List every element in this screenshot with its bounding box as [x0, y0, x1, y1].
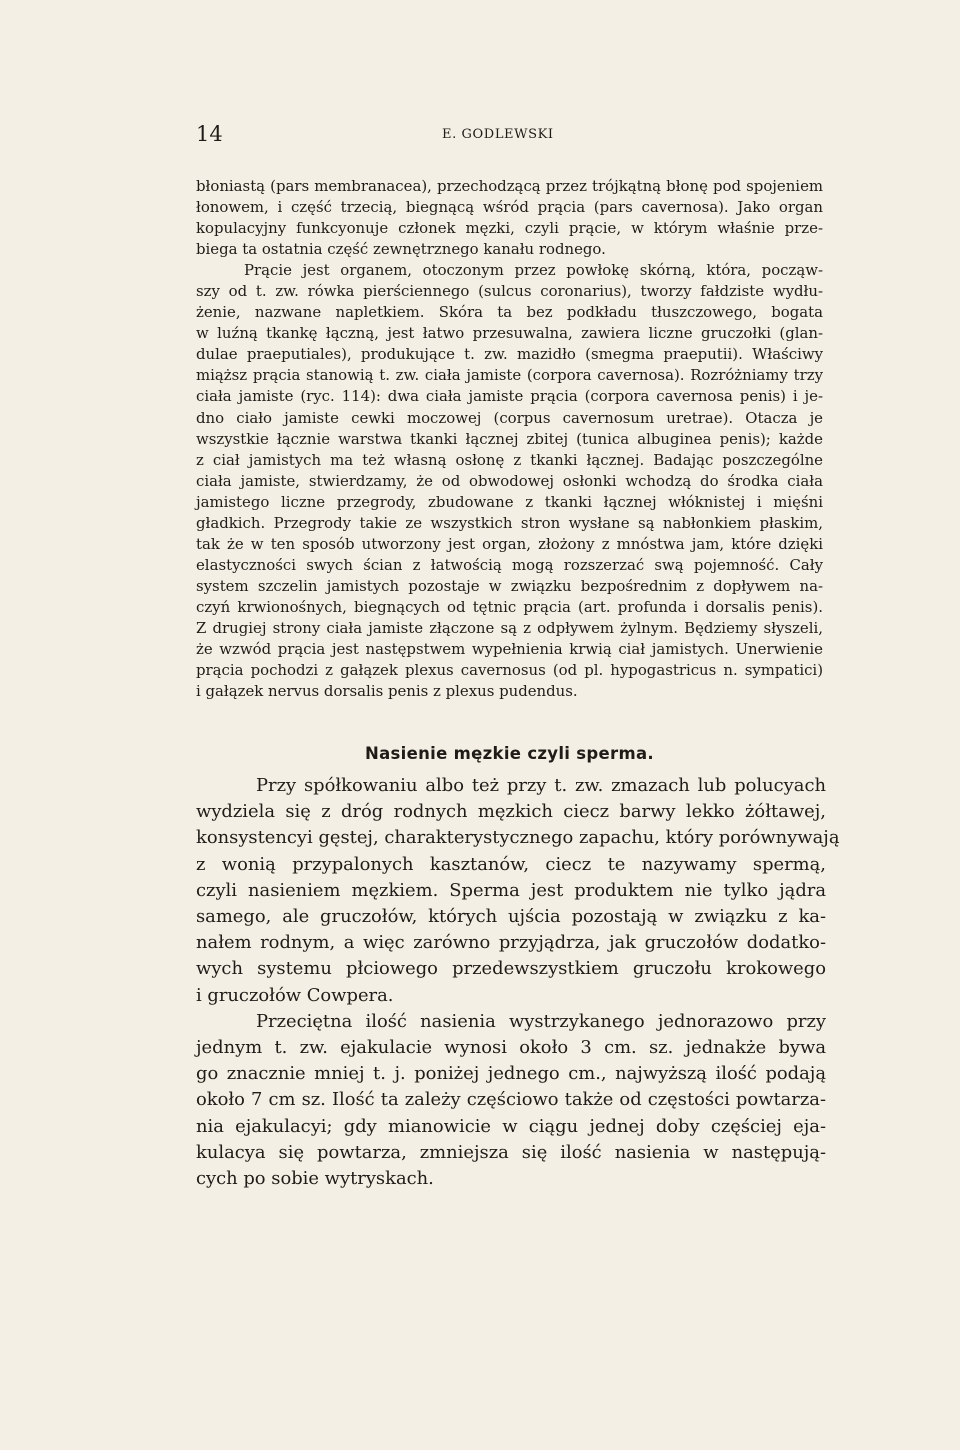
- running-head: E. GODLEWSKI: [442, 127, 554, 142]
- text-line: i gałązek nervus dorsalis penis z plexus pudendus.: [196, 682, 578, 701]
- text-line: Przeciętna ilość nasienia wystrzykanego jednorazowo przy: [256, 1010, 826, 1032]
- text-line: miąższ prącia stanowią t. zw. ciała jamiste (corpora cavernosa). Rozróżniamy trzy: [196, 366, 823, 385]
- text-line: ciała jamiste, stwierdzamy, że od obwodowej osłonki wchodzą do środka ciała: [196, 471, 823, 490]
- text-line: żenie, nazwane napletkiem. Skóra ta bez podkładu tłuszczowego, bogata: [196, 303, 823, 322]
- text-line: prącia pochodzi z gałązek plexus cavernosus (od pl. hypogastricus n. sympatici): [196, 661, 823, 680]
- text-line: łonowem, i część trzecią, biegnącą wśród prącia (pars cavernosa). Jako organ: [196, 198, 823, 217]
- page-header: [196, 122, 824, 152]
- text-line: Przy spółkowaniu albo też przy t. zw. zmazach lub polucyach: [256, 775, 826, 796]
- text-line: Z drugiej strony ciała jamiste złączone są z odpływem żylnym. Będziemy słyszeli,: [196, 618, 823, 637]
- text-line: elastyczności swych ścian z łatwością mogą rozszerzać swą pojemność. Cały: [196, 555, 823, 574]
- text-line: z ciał jamistych ma też własną osłonę z tkanki łącznej. Badając poszczególne: [196, 450, 823, 469]
- text-line: kulacya się powtarza, zmniejsza się ilość nasienia w następują-: [196, 1141, 826, 1163]
- text-line: że wzwód prącia jest następstwem wypełnienia krwią ciał jamistych. Unerwienie: [196, 640, 823, 659]
- text-line: kopulacyjny funkcyonuje członek męzki, czyli prącie, w którym właśnie prze-: [196, 219, 823, 238]
- text-line: gładkich. Przegrody takie ze wszystkich stron wysłane są nabłonkiem płaskim,: [196, 513, 823, 532]
- text-line: wydziela się z dróg rodnych męzkich ciecz barwy lekko żółtawej,: [196, 801, 826, 823]
- text-line: i gruczołów Cowpera.: [196, 984, 394, 1006]
- text-line: czyli nasieniem męzkiem. Sperma jest produktem nie tylko jądra: [196, 879, 826, 901]
- anatomy-text-block: [196, 176, 823, 702]
- text-line: nia ejakulacyi; gdy mianowicie w ciągu jednej doby częściej eja-: [196, 1115, 826, 1137]
- text-line: konsystencyi gęstej, charakterystycznego zapachu, który porównywają: [196, 827, 840, 849]
- text-line: jednym t. zw. ejakulacie wynosi około 3 cm. sz. jednakże bywa: [196, 1037, 826, 1059]
- text-line: w luźną tkankę łączną, jest łatwo przesuwalna, zawiera liczne gruczołki (glan-: [196, 324, 823, 343]
- text-line: nałem rodnym, a więc zarówno przyjądrza, jak gruczołów dodatko-: [196, 932, 826, 954]
- paragraph: [196, 1009, 826, 1192]
- text-line: biega ta ostatnia część zewnętrznego kanału rodnego.: [196, 240, 606, 259]
- text-line: z wonią przypalonych kasztanów, ciecz te nazywamy spermą,: [196, 853, 826, 875]
- text-line: około 7 cm sz. Ilość ta zależy częściowo także od częstości powtarza-: [196, 1089, 826, 1111]
- sperma-text-block: [196, 773, 840, 1192]
- text-line: jamistego liczne przegrody, zbudowane z tkanki łącznej włóknistej i mięśni: [196, 492, 823, 511]
- text-line: błoniastą (pars membranacea), przechodzącą przez trójkątną błonę pod spojeniem: [196, 177, 823, 195]
- text-line: samego, ale gruczołów, których ujścia pozostają w związku z ka-: [196, 906, 826, 928]
- paragraph: [196, 260, 823, 702]
- text-line: system szczelin jamistych pozostaje w związku bezpośrednim z dopływem na-: [196, 576, 823, 595]
- text-line: dulae praeputiales), produkujące t. zw. mazidło (smegma praeputii). Właściwy: [196, 345, 823, 364]
- page-number: 14: [196, 122, 223, 146]
- text-line: go znacznie mniej t. j. poniżej jednego cm., najwyższą ilość podają: [196, 1063, 826, 1085]
- text-line: wszystkie łącznie warstwa tkanki łącznej zbitej (tunica albuginea penis); każde: [196, 429, 823, 448]
- text-line: tak że w ten sposób utworzony jest organ, złożony z mnóstwa jam, które dzięki: [196, 534, 823, 553]
- paragraph: [196, 176, 823, 260]
- text-line: cych po sobie wytryskach.: [196, 1168, 434, 1190]
- section-title: Nasienie męzkie czyli sperma.: [365, 744, 654, 763]
- text-line: czyń krwionośnych, biegnących od tętnic prącia (art. profunda i dorsalis penis).: [196, 597, 823, 616]
- text-line: szy od t. zw. rówka pierściennego (sulcus coronarius), tworzy fałdziste wydłu-: [196, 282, 823, 301]
- paragraph: [196, 773, 840, 1009]
- text-line: Prącie jest organem, otoczonym przez powłokę skórną, która, począw-: [244, 261, 823, 280]
- text-line: dno ciało jamiste cewki moczowej (corpus cavernosum uretrae). Otacza je: [196, 408, 823, 427]
- text-line: ciała jamiste (ryc. 114): dwa ciała jamiste prącia (corpora cavernosa penis) i je-: [196, 387, 823, 406]
- text-line: wych systemu płciowego przedewszystkiem gruczołu krokowego: [196, 958, 826, 980]
